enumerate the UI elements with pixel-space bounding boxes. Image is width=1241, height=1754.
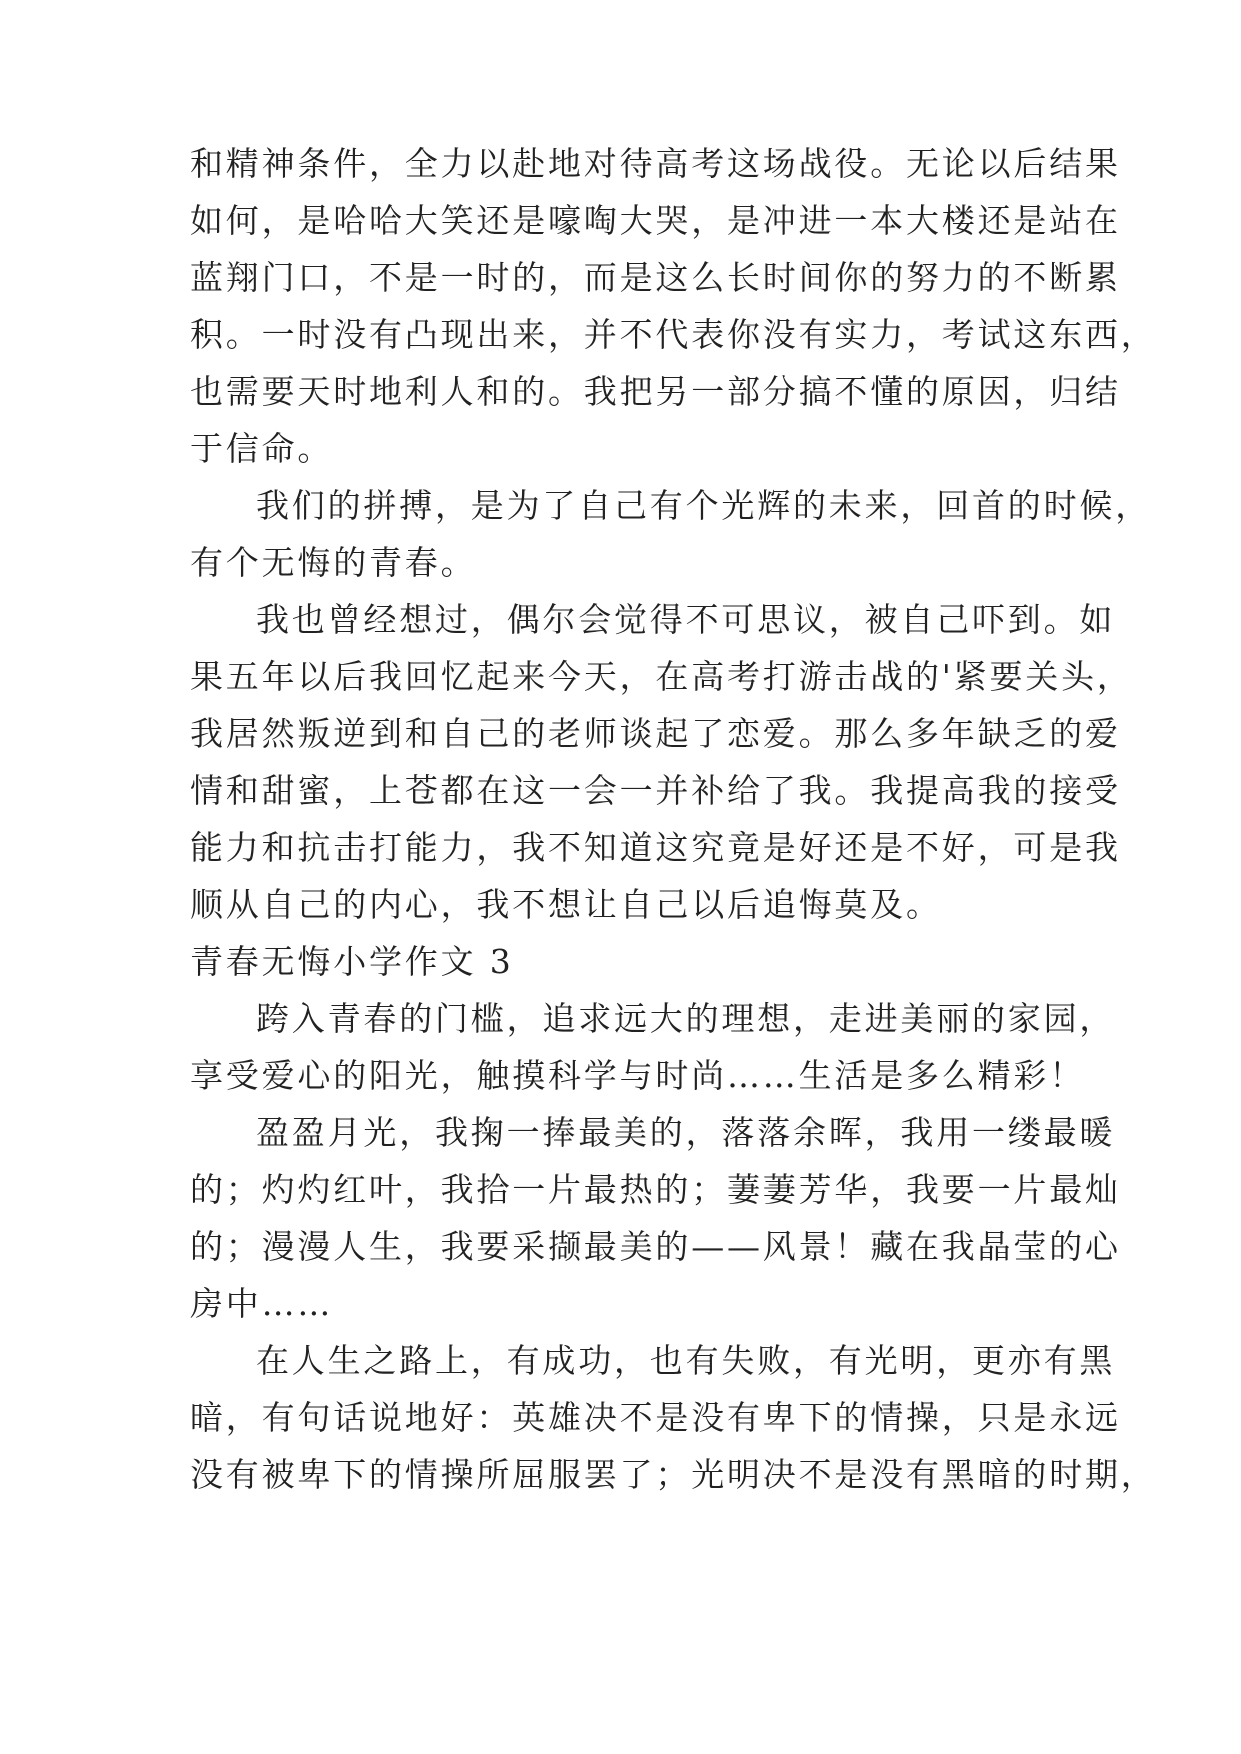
text-line: 如何，是哈哈大笑还是嚎啕大哭，是冲进一本大楼还是站在 bbox=[190, 201, 1121, 240]
text-line: 的；灼灼红叶，我拾一片最热的；萋萋芳华，我要一片最灿 bbox=[190, 1170, 1121, 1209]
text-line: 享受爱心的阳光，触摸科学与时尚……生活是多么精彩！ bbox=[190, 1056, 1085, 1095]
text-line: 暗，有句话说地好：英雄决不是没有卑下的情操，只是永远 bbox=[190, 1398, 1121, 1437]
text-line: 有个无悔的青春。 bbox=[190, 543, 477, 582]
text-line: 于信命。 bbox=[190, 429, 334, 468]
text-line: 果五年以后我回忆起来今天，在高考打游击战的'紧要关头， bbox=[190, 657, 1133, 696]
text-line: 积。一时没有凸现出来，并不代表你没有实力，考试这东西， bbox=[190, 315, 1157, 354]
text-line: 蓝翔门口，不是一时的，而是这么长时间你的努力的不断累 bbox=[190, 258, 1121, 297]
text-line: 能力和抗击打能力，我不知道这究竟是好还是不好，可是我 bbox=[190, 828, 1121, 867]
text-line: 没有被卑下的情操所屈服罢了；光明决不是没有黑暗的时期， bbox=[190, 1455, 1157, 1494]
text-line: 的；漫漫人生，我要采撷最美的——风景！藏在我晶莹的心 bbox=[190, 1227, 1121, 1266]
text-line: 顺从自己的内心，我不想让自己以后追悔莫及。 bbox=[190, 885, 942, 924]
text-line: 也需要天时地利人和的。我把另一部分搞不懂的原因，归结 bbox=[190, 372, 1121, 411]
text-line: 跨入青春的门槛，追求远大的理想，走进美丽的家园， bbox=[256, 999, 1116, 1038]
text-line: 在人生之路上，有成功，也有失败，有光明，更亦有黑 bbox=[256, 1341, 1116, 1380]
text-line: 情和甜蜜，上苍都在这一会一并补给了我。我提高我的接受 bbox=[190, 771, 1121, 810]
text-line: 我居然叛逆到和自己的老师谈起了恋爱。那么多年缺乏的爱 bbox=[190, 714, 1121, 753]
text-line: 盈盈月光，我掬一捧最美的，落落余晖，我用一缕最暖 bbox=[256, 1113, 1116, 1152]
section-heading: 青春无悔小学作文 3 bbox=[190, 942, 514, 981]
text-line: 我们的拼搏，是为了自己有个光辉的未来，回首的时候， bbox=[256, 486, 1151, 525]
text-line: 和精神条件，全力以赴地对待高考这场战役。无论以后结果 bbox=[190, 144, 1121, 183]
text-line: 我也曾经想过，偶尔会觉得不可思议，被自己吓到。如 bbox=[256, 600, 1116, 639]
text-line: 房中…… bbox=[190, 1284, 334, 1323]
